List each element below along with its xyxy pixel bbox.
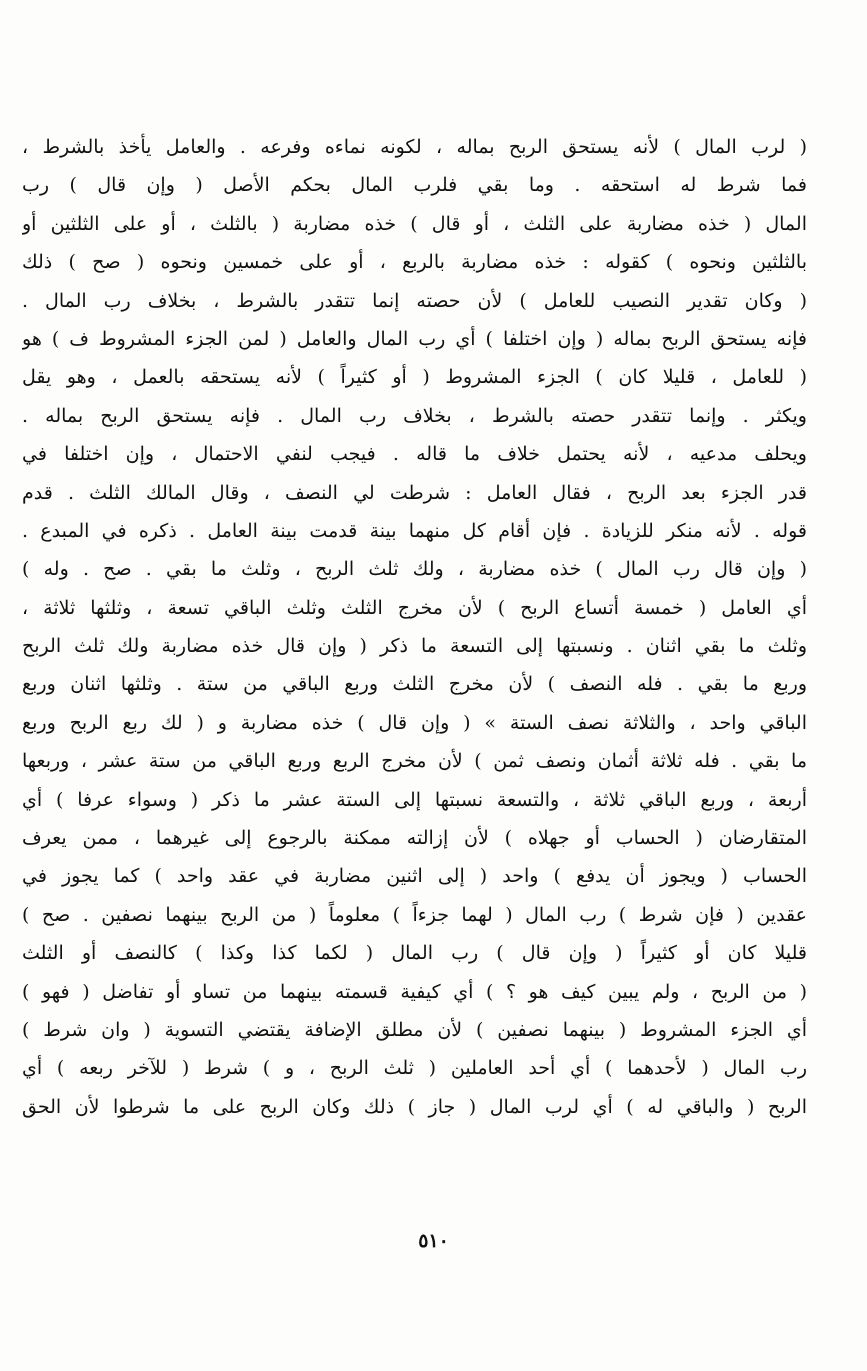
text-line: عقدين ( فإن شرط ) رب المال ( لهما جزءاً ) معلوماً ( من الربح بينهما نصفين . صح ): [22, 903, 807, 926]
text-line: بالثلثين ونحوه ) كقوله : خذه مضاربة بالربع ، أو على خمسين ونحوه ( صح ) ذلك: [22, 251, 807, 274]
body-text: [22, 128, 807, 1126]
text-line: الربح ( والباقي له ) أي لرب المال ( جاز ) ذلك وكان الربح على ما شرطوا لأن الحق: [22, 1095, 807, 1118]
text-line: فما شرط له استحقه . وما بقي فلرب المال بحكم الأصل ( وإن قال ) رب: [22, 174, 807, 197]
text-line: الحساب ( ويجوز أن يدفع ) واحد ( إلى اثنين مضاربة في عقد واحد ) كما يجوز في: [22, 865, 807, 888]
text-line: ( لرب المال ) لأنه يستحق الربح بماله ، لكونه نماءه وفرعه . والعامل يأخذ بالشرط ،: [22, 136, 807, 158]
text-line: المال ( خذه مضاربة على الثلث ، أو قال ) خذه مضاربة ( بالثلث ، أو على الثلثين أو: [22, 212, 807, 235]
text-line: رب المال ( لأحدهما ) أي أحد العاملين ( ثلث الربح ، و ) شرط ( للآخر ربعه ) أي: [22, 1057, 807, 1080]
page-number: ٥١٠: [418, 1230, 449, 1252]
text-line: ( من الربح ، ولم يبين كيف هو ؟ ) أي كيفية قسمته بينهما من تساو أو تفاضل ( فهو ): [22, 980, 807, 1003]
text-line: فإنه يستحق الربح بماله ( وإن اختلفا ) أي رب المال والعامل ( لمن الجزء المشروط ف ) هو: [22, 327, 807, 350]
text-line: وربع ما بقي . فله النصف ) لأن مخرج الثلث وربع الباقي من ستة . وثلثها اثنان وربع: [22, 673, 807, 696]
text-line: ويحلف مدعيه ، لأنه يحتمل خلاف ما قاله . فيجب لنفي الاحتمال ، وإن اختلفا في: [22, 443, 807, 466]
text-line: الباقي واحد ، والثلاثة نصف الستة » ( وإن قال ) خذه مضاربة و ( لك ربع الربح وربع: [22, 711, 807, 734]
text-line: قليلا كان أو كثيراً ( وإن قال ) رب المال ( لكما كذا وكذا ) كالنصف أو الثلث: [22, 942, 807, 965]
text-line: وثلث ما بقي اثنان . ونسبتها إلى التسعة ما ذكر ( وإن قال خذه مضاربة ولك ثلث الربح: [22, 635, 807, 658]
text-line: قوله . لأنه منكر للزيادة . فإن أقام كل منهما بينة قدمت بينة العامل . ذكره في المبدع .: [22, 519, 807, 542]
text-line: ( وإن قال رب المال ) خذه مضاربة ، ولك ثلث الربح ، وثلث ما بقي . صح . وله ): [22, 558, 807, 581]
text-line: ما بقي . فله ثلاثة أثمان ونصف ثمن ) لأن مخرج الربع وربع الباقي من ستة عشر ، وربعها: [22, 750, 807, 773]
text-line: المتقارضان ( الحساب أو جهلاه ) لأن إزالته ممكنة بالرجوع إلى غيرهما ، ممن يعرف: [22, 827, 807, 850]
text-line: ( وكان تقدير النصيب للعامل ) لأن حصته إنما تتقدر بالشرط ، بخلاف رب المال .: [22, 289, 807, 312]
text-line: ( للعامل ، قليلا كان ) الجزء المشروط ( أو كثيراً ) لأنه يستحقه بالعمل ، وهو يقل: [22, 366, 807, 389]
text-line: ويكثر . وإنما تتقدر حصته بالشرط ، بخلاف رب المال . فإنه يستحق الربح بماله .: [22, 404, 807, 427]
text-line: أي العامل ( خمسة أتساع الربح ) لأن مخرج الثلث وثلث الباقي تسعة ، وثلثها ثلاثة ،: [22, 596, 807, 619]
text-line: أربعة ، وربع الباقي ثلاثة ، والتسعة نسبتها إلى الستة عشر ما ذكر ( وسواء عرفا ) أي: [22, 788, 807, 811]
text-line: أي الجزء المشروط ( بينهما نصفين ) لأن مطلق الإضافة يقتضي التسوية ( وان شرط ): [22, 1018, 807, 1041]
text-line: قدر الجزء بعد الربح ، فقال العامل : شرطت لي النصف ، وقال المالك الثلث . قدم: [22, 481, 807, 504]
